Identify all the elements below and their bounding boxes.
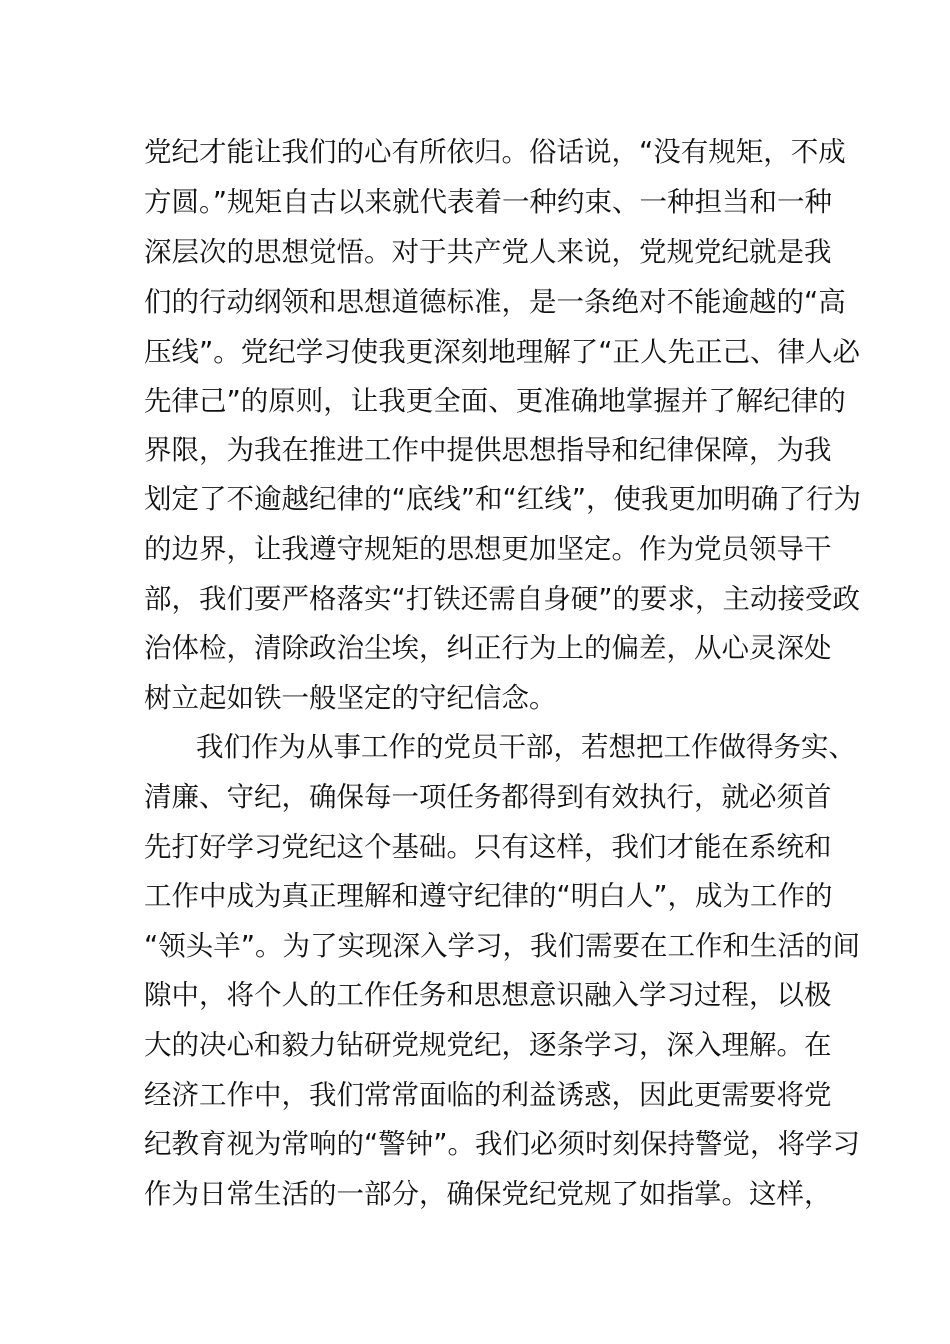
text-line: “领头羊”。为了实现深入学习，我们需要在工作和生活的间 [144, 930, 860, 962]
text-line: 作为日常生活的一部分，确保党纪党规了如指掌。这样， [144, 1178, 832, 1210]
text-line: 纪教育视为常响的“警钟”。我们必须时刻保持警觉，将学习 [144, 1128, 860, 1160]
text-line: 方圆。”规矩自古以来就代表着一种约束、一种担当和一种 [144, 186, 832, 218]
text-line-paragraph-start: 我们作为从事工作的党员干部，若想把工作做得务实、 [196, 731, 856, 763]
text-line: 界限，为我在推进工作中提供思想指导和纪律保障，为我 [144, 434, 832, 466]
text-line: 党纪才能让我们的心有所依归。俗话说，“没有规矩，不成 [144, 136, 846, 168]
text-line: 先律己”的原则，让我更全面、更准确地掌握并了解纪律的 [144, 385, 846, 417]
text-line: 压线”。党纪学习使我更深刻地理解了“正人先正己、律人必 [144, 336, 860, 368]
text-line: 清廉、守纪，确保每一项任务都得到有效执行，就必须首 [144, 781, 832, 813]
text-line: 的边界，让我遵守规矩的思想更加坚定。作为党员领导干 [144, 533, 832, 565]
text-line: 大的决心和毅力钻研党规党纪，逐条学习，深入理解。在 [144, 1029, 832, 1061]
text-line: 经济工作中，我们常常面临的利益诱惑，因此更需要将党 [144, 1079, 832, 1111]
text-line: 们的行动纲领和思想道德标准，是一条绝对不能逾越的“高 [144, 286, 846, 318]
text-line: 隙中，将个人的工作任务和思想意识融入学习过程，以极 [144, 979, 832, 1011]
text-line: 治体检，清除政治尘埃，纠正行为上的偏差，从心灵深处 [144, 632, 832, 664]
text-line: 先打好学习党纪这个基础。只有这样，我们才能在系统和 [144, 831, 832, 863]
text-line: 工作中成为真正理解和遵守纪律的“明白人”，成为工作的 [144, 880, 833, 912]
text-line: 划定了不逾越纪律的“底线”和“红线”，使我更加明确了行为 [144, 483, 861, 515]
text-line: 树立起如铁一般坚定的守纪信念。 [144, 682, 557, 714]
text-line: 部，我们要严格落实“打铁还需自身硬”的要求，主动接受政 [144, 583, 860, 615]
text-line: 深层次的思想觉悟。对于共产党人来说，党规党纪就是我 [144, 236, 832, 268]
